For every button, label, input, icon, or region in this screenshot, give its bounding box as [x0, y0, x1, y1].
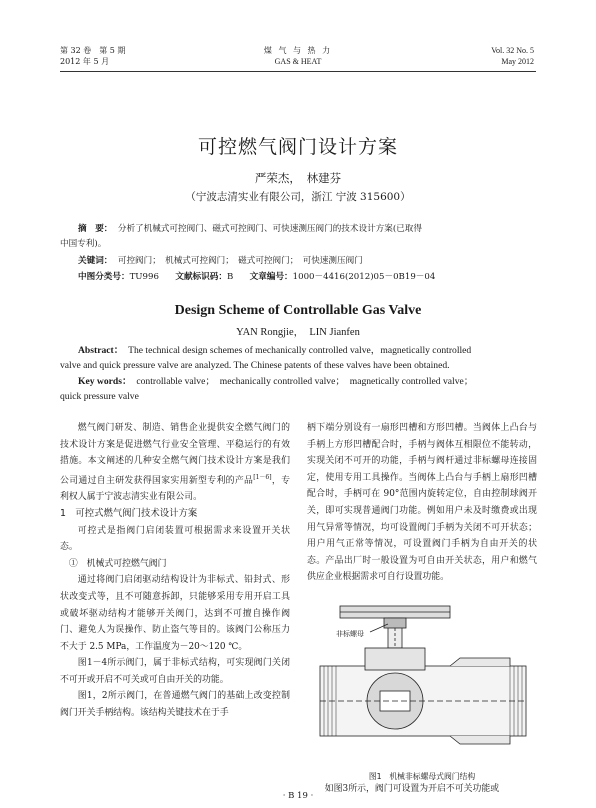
body-column-left — [60, 420, 290, 722]
journal-month-line: May 2012 — [501, 57, 534, 66]
keywords-cn-text: 可控阀门； 机械式可控阀门； 磁式可控阀门； 可快速测压阀门 — [117, 256, 363, 266]
article-no-value: 1000－4416(2012)05－0B19－04 — [292, 272, 436, 282]
abstract-en-label: Abstract： — [78, 345, 124, 356]
journal-date-line: 2012 年 5 月 — [60, 57, 110, 66]
article-no-label: 文章编号： — [249, 272, 293, 282]
keywords-cn-label: 关键词： — [78, 256, 113, 266]
paper-title: 可控燃气阀门设计方案 — [197, 136, 398, 158]
paragraph-text: 燃气阀门研发、制造、销售企业提供安全燃气阀门的技术设计方案是促进燃气行业安全管理、平稳运行的有效措施。本文阐述的几种安全燃气阀门技术设计方案是我们公司通过自主研发获得国家实用新型专利的产品 — [60, 423, 290, 486]
doc-code-label: 文献标识码： — [175, 272, 227, 282]
doc-code-value: B — [226, 272, 234, 282]
abstract-cn-label: 摘 要： — [78, 224, 113, 234]
citation-ref: [1－6] — [253, 473, 272, 481]
keywords-cn — [78, 254, 538, 269]
figure-caption: 图1 机械非标螺母式阀门结构 — [368, 772, 476, 781]
section-heading: 1 可控式燃气阀门技术设计方案 — [60, 507, 198, 519]
clc-value: TU996 — [129, 272, 159, 282]
abstract-en-cont: valve and quick pressure valve are analyzed. The Chinese patents of these valves have been obtained. — [60, 360, 450, 371]
journal-issue-line: Vol. 32 No. 5 — [491, 46, 534, 55]
paper-authors: 严荣杰， 林建芬 — [254, 171, 342, 185]
classification-line — [78, 270, 538, 285]
body-column-right — [307, 420, 537, 586]
paragraph: 图1，2所示阀门，在普通燃气阀门的基础上改变控制阀门开关手柄结构。该结构关键技术在于手 — [60, 691, 290, 719]
abstract-en — [78, 343, 538, 358]
journal-issue-en — [491, 45, 534, 67]
keywords-en-cont: quick pressure valve — [60, 391, 139, 402]
paragraph: 图1－4所示阀门，属于非标式结构，可实现阀门关闭不可开或开启不可关或可自由开关的功能。 — [60, 658, 290, 685]
journal-volume-line: 第 32 卷 第 5 期 — [60, 46, 126, 55]
journal-name-en: GAS & HEAT — [274, 57, 322, 66]
valve-drawing — [310, 596, 536, 768]
paragraph — [60, 420, 290, 506]
abstract-cn-text: 分析了机械式可控阀门、磁式可控阀门、可快速测压阀门的技术设计方案(已取得 — [117, 224, 422, 234]
keywords-en — [78, 374, 538, 389]
paragraph: 通过将阀门启闭驱动结构设计为非标式、铅封式、形状改变式等，且不可随意拆卸，只能够采用专用开启工具或破坏驱动结构才能够开关阀门，达到不可擅自操作阀门、避免人为误操作、防止盗气等目的。该阀门公称压力不大于 2.5 MPa，工作温度为－20～120 ℃。 — [60, 575, 290, 652]
paper-authors-en: YAN Rongjie， LIN Jianfen — [236, 327, 360, 338]
figure-valve-diagram — [310, 596, 536, 768]
nonstandard-nut — [384, 618, 406, 628]
paragraph: 如图3所示，阀门可设置为开启不可关功能或 — [324, 784, 500, 794]
paper-title-en: Design Scheme of Controllable Gas Valve — [174, 303, 422, 318]
paragraph-text-end: ，专利权人属于宁波志清实业有限公司。 — [60, 475, 290, 503]
paragraph: 柄下端分别设有一扇形凹槽和方形凹槽。当阀体上凸台与手柄上方形凹槽配合时，手柄与阀体互相限位不能转动，实现关闭不可开的功能，手柄与阀杆通过非标螺母连接固定，使用专用工具操作。当阀体上凸台与手柄上扇形凹槽配合时，手柄可在 90°范围内旋转定位，自由控制球阀开关，即可实现普通阀门功能。例如用户未及时缴费或出现用气异常等情况，均可设置阀门手柄为关闭不可开状态；用户用气正常等情况，可设置阀门手柄为自由开关的状态。产品出厂时一般设置为可自由开关状态，用户和燃气供应企业根据需求可自行设置功能。 — [307, 423, 537, 583]
keywords-en-text: controllable valve； mechanically controlled valve； magnetically controlled valve； — [136, 376, 474, 387]
keywords-en-label: Key words： — [78, 376, 132, 387]
paper-affiliation: （宁波志清实业有限公司，浙江 宁波 315600） — [185, 191, 411, 203]
abstract-en-text: The technical design schemes of mechanically controlled valve，magnetically controlled — [128, 345, 472, 356]
abstract-cn — [78, 222, 538, 237]
page-number: · B 19 · — [282, 791, 314, 801]
header-rule — [60, 71, 536, 72]
figure-label-nut: 非标螺母 — [336, 630, 364, 638]
abstract-cn-cont: 中国专利)。 — [60, 239, 107, 249]
journal-name-cn: 煤 气 与 热 力 — [263, 46, 333, 55]
clc-label: 中图分类号： — [78, 272, 130, 282]
paragraph: 可控式是指阀门启闭装置可根据需求来设置开关状态。 — [60, 525, 290, 553]
subsection-heading: ① 机械式可控燃气阀门 — [68, 558, 167, 569]
